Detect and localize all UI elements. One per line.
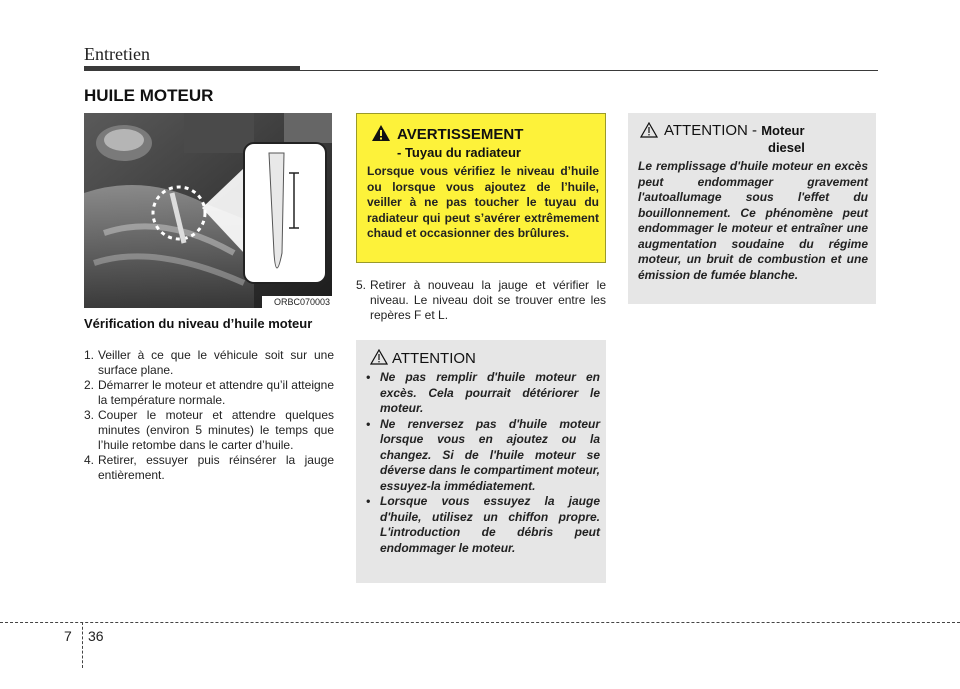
list-item (84, 408, 334, 453)
caution-triangle-icon (370, 349, 388, 365)
attention-title: ATTENTION (392, 350, 476, 367)
chapter-number: 7 (64, 628, 72, 644)
step-number: 5. (356, 278, 367, 292)
page-number: 36 (88, 628, 104, 644)
bullet: • (366, 494, 371, 508)
header-rule (300, 70, 878, 71)
bullet: • (366, 370, 371, 384)
attention-item-text: Lorsque vous essuyez la jauge d'huile, utilisez un chiffon propre. L'introduction de débris peut endommager le moteur. (380, 494, 600, 555)
caution-triangle-icon (640, 122, 658, 138)
step-text: Couper le moteur et attendre quelques minutes (environ 5 minutes) le temps que l’huile retombe dans le carter d’huile. (98, 408, 334, 452)
footer-divider (82, 622, 83, 668)
attention-diesel-title-suffix: Moteur (761, 123, 805, 138)
attention-diesel-text: Le remplissage d'huile moteur en excès peut endommager gravement l'autoallumage sous l'effet du bouillonnement. Ce phénomène peut endommager le moteur et entraîner une augmentation soudaine du régime moteur, un bruit de combustion et une émission de fumée blanche. (638, 159, 868, 282)
warning-subtitle: - Tuyau du radiateur (397, 145, 521, 160)
step-text: Démarrer le moteur et attendre qu’il atteigne la température normale. (98, 378, 334, 407)
step-number: 2. (84, 378, 95, 392)
step-text: Veiller à ce que le véhicule soit sur une surface plane. (98, 348, 334, 377)
check-heading: Vérification du niveau d’huile moteur (84, 316, 313, 331)
attention-item-text: Ne renversez pas d'huile moteur lorsque vous en ajoutez ou la changez. Si de l'huile moteur se déverse dans le compartiment moteur, essuyez-la immédiatement. (380, 416, 600, 493)
step-number: 3. (84, 408, 95, 422)
step-text: Retirer à nouveau la jauge et vérifier le niveau. Le niveau doit se trouver entre les repères F et L. (370, 278, 606, 322)
footer-rule (0, 622, 960, 623)
engine-dipstick-image (84, 113, 332, 308)
warning-title: AVERTISSEMENT (397, 126, 524, 143)
attention-box-oil (356, 340, 606, 583)
list-item (356, 278, 606, 323)
warning-text: Lorsque vous vérifiez le niveau d’huile ou lorsque vous ajoutez de l’huile, veiller à ne pas toucher le tuyau du radiateur qui peut s’avérer extrêmement chaud et occasionner des brûlures. (367, 164, 599, 240)
bullet: • (366, 416, 371, 431)
list-item (366, 417, 600, 495)
warning-box-radiator-hose (356, 113, 606, 263)
step-number: 1. (84, 348, 95, 362)
list-item (366, 370, 600, 417)
attention-diesel-title (664, 122, 805, 139)
chapter-header-title: Entretien (84, 44, 150, 64)
section-title: HUILE MOTEUR (84, 86, 214, 105)
attention-diesel-title-prefix: ATTENTION - (664, 122, 762, 139)
list-item (84, 453, 334, 483)
step-text: Retirer, essuyer puis réinsérer la jauge entièrement. (98, 453, 334, 482)
header-bar (84, 66, 300, 71)
attention-item-text: Ne pas remplir d'huile moteur en excès. Cela pourrait détériorer le moteur. (380, 370, 600, 415)
list-item (84, 378, 334, 408)
attention-box-diesel (628, 113, 876, 304)
warning-triangle-icon (371, 124, 391, 142)
list-item (84, 348, 334, 378)
image-caption: ORBC070003 (262, 296, 332, 309)
attention-list (366, 370, 600, 556)
attention-diesel-title-line2: diesel (768, 140, 805, 155)
check-steps-list (84, 348, 334, 483)
list-item (366, 494, 600, 556)
step-number: 4. (84, 453, 95, 467)
